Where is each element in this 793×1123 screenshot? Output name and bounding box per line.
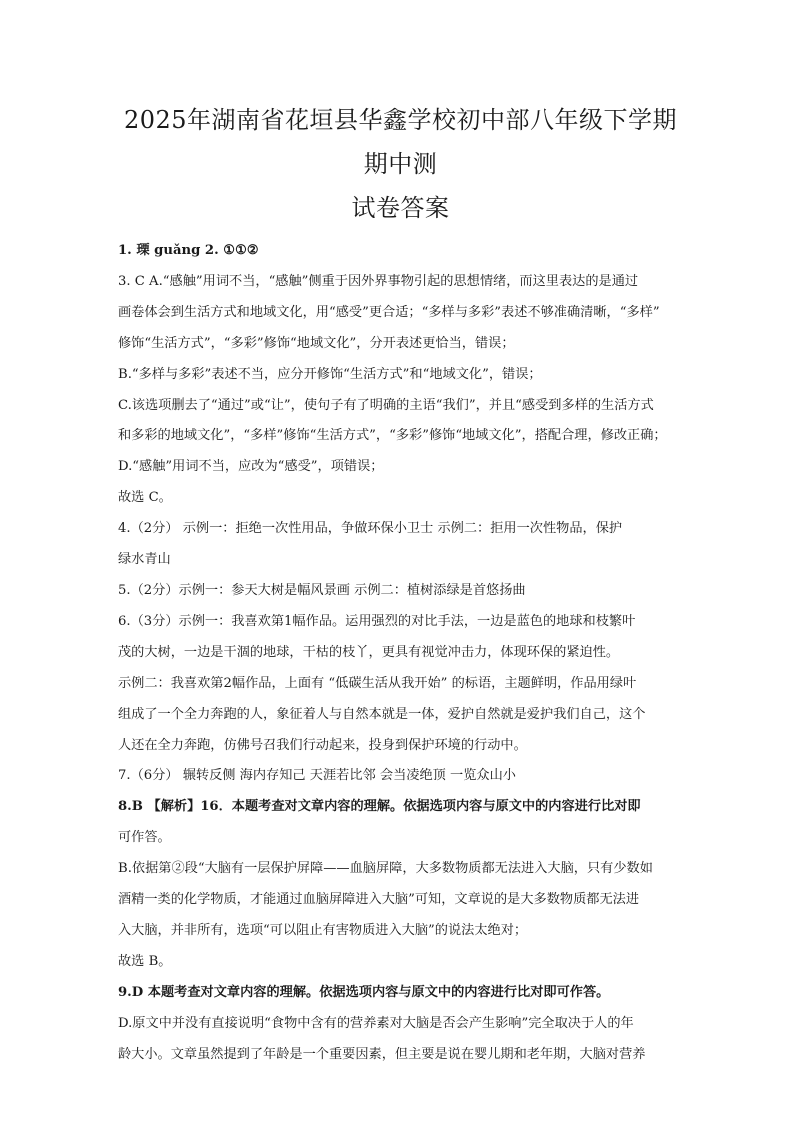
- answer-line: 5.（2分）示例一：参天大树是幅风景画 示例二：植树添绿是首悠扬曲: [118, 582, 526, 598]
- answer-line: 3. C A.“感触”用词不当，“感触”侧重于因外界事物引起的思想情绪，而这里表达的是通过: [118, 273, 639, 289]
- answer-line: 9.D 本题考查对文章内容的理解。依据选项内容与原文中的内容进行比对即可作答。: [118, 984, 610, 1000]
- answer-line: 茂的大树，一边是干涸的地球，干枯的枝丫，更具有视觉冲击力，体现环保的紧迫性。: [118, 644, 620, 660]
- answer-line: B.“多样与多彩”表述不当，应分开修饰“生活方式”和“地域文化”，错误；: [118, 366, 542, 382]
- answer-line: 修饰“生活方式”，“多彩”修饰“地域文化”，分开表述更恰当，错误；: [118, 335, 515, 351]
- answer-line: 示例二：我喜欢第2幅作品，上面有 “低碳生活从我开始” 的标语，主题鲜明，作品用绿叶: [118, 675, 637, 691]
- answer-line: 画卷体会到生活方式和地域文化，用“感受”更合适；“多样与多彩”表述不够准确清晰，“多样”: [118, 304, 660, 320]
- answer-line: 酒精一类的化学物质，才能通过血脑屏障进入大脑”可知，文章说的是大多数物质都无法进: [118, 892, 640, 908]
- answer-line: B.依据第②段“大脑有一层保护屏障——血脑屏障，大多数物质都无法进入大脑，只有少数如: [118, 861, 653, 877]
- answer-line: 人还在全力奔跑，仿佛号召我们行动起来，投身到保护环境的行动中。: [118, 737, 527, 753]
- answer-line: 4.（2分） 示例一：拒绝一次性用品，争做环保小卫士 示例二：拒用一次性物品，保护: [118, 521, 623, 537]
- answer-line: 1. 瑮 guǎng 2. ①①②: [118, 243, 259, 258]
- answer-line: 7.（6分） 辗转反侧 海内存知己 天涯若比邻 会当凌绝顶 一览众山小: [118, 768, 516, 784]
- answer-line: 故选 C。: [118, 490, 172, 506]
- answer-line: 入大脑，并非所有，选项“可以阻止有害物质进入大脑”的说法太绝对；: [118, 922, 528, 938]
- answer-line: 8.B 【解析】16．本题考查对文章内容的理解。依据选项内容与原文中的内容进行比对即: [118, 799, 641, 815]
- answer-line: 6.（3分）示例一：我喜欢第1幅作品。运用强烈的对比手法，一边是蓝色的地球和枝繁叶: [118, 613, 636, 629]
- answer-line: 绿水青山: [118, 552, 171, 568]
- answer-line: 和多彩的地域文化”，“多样”修饰“生活方式”，“多彩”修饰“地域文化”，搭配合理，修改正确；: [118, 428, 667, 444]
- answer-line: 龄大小。文章虽然提到了年龄是一个重要因素，但主要是说在婴儿期和老年期，大脑对营养: [118, 1046, 646, 1062]
- answer-line: D.原文中并没有直接说明“食物中含有的营养素对大脑是否会产生影响”完全取决于人的年: [118, 1015, 634, 1031]
- answer-line: C.该选项删去了“通过”或“让”，使句子有了明确的主语“我们”，并且“感受到多样的生活方式: [118, 397, 654, 413]
- answer-body: [118, 236, 683, 1070]
- answer-line: 故选 B。: [118, 953, 172, 969]
- answer-line: 组成了一个全力奔跑的人，象征着人与自然本就是一体，爱护自然就是爱护我们自己，这个: [118, 706, 646, 722]
- answer-line: D.“感触”用词不当，应改为“感受”，项错误；: [118, 459, 384, 475]
- document-title: 2025年湖南省花垣县华鑫学校初中部八年级下学期期中测: [123, 106, 678, 178]
- document-title-continued: 试卷答案: [351, 194, 450, 222]
- answer-line: 可作答。: [118, 830, 171, 846]
